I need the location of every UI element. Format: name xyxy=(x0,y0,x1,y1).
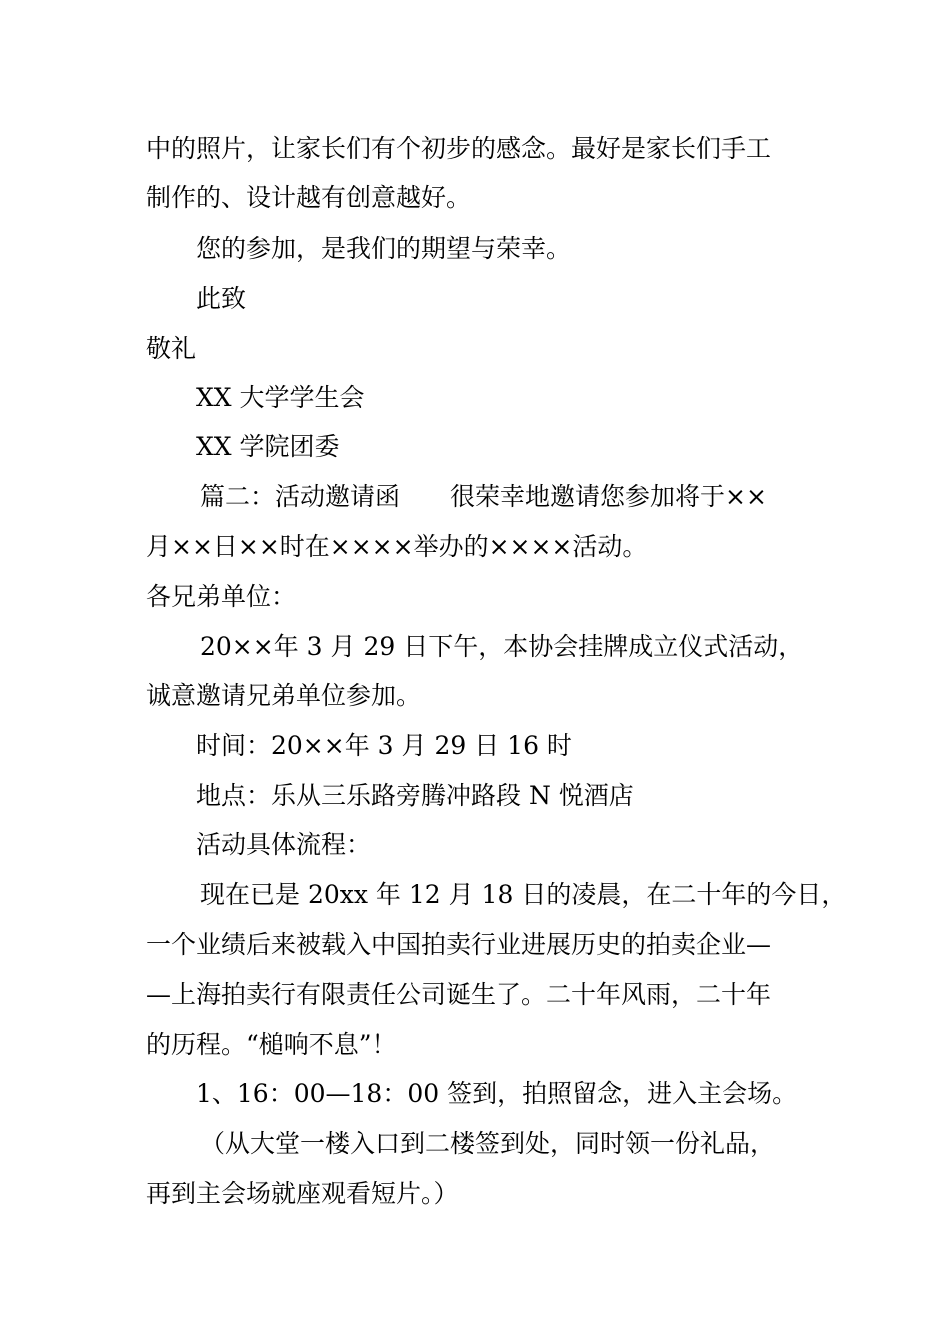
closing-line: 此致 xyxy=(196,284,247,313)
paragraph-line: 诚意邀请兄弟单位参加。 xyxy=(146,681,422,710)
section-heading: 篇二：活动邀请函 很荣幸地邀请您参加将于×× xyxy=(200,482,767,511)
paragraph-line: —上海拍卖行有限责任公司诞生了。二十年风雨，二十年 xyxy=(146,980,772,1009)
time-line: 时间：20××年 3 月 29 日 16 时 xyxy=(196,731,572,760)
paragraph-line: （从大堂一楼入口到二楼签到处，同时领一份礼品， xyxy=(200,1129,776,1158)
paragraph-line: 一个业绩后来被载入中国拍卖行业进展历史的拍卖企业— xyxy=(146,930,772,959)
paragraph-line: 20××年 3 月 29 日下午，本协会挂牌成立仪式活动， xyxy=(200,632,804,661)
closing-line: 敬礼 xyxy=(146,334,197,363)
paragraph-line: 月××日××时在××××举办的××××活动。 xyxy=(146,532,648,561)
salutation-line: 各兄弟单位： xyxy=(146,582,297,611)
paragraph-line: 活动具体流程： xyxy=(196,830,372,859)
signature-line: XX 学院团委 xyxy=(196,432,340,461)
paragraph-line: 您的参加，是我们的期望与荣幸。 xyxy=(196,234,572,263)
paragraph-line: 制作的、设计越有创意越好。 xyxy=(146,183,472,212)
location-line: 地点：乐从三乐路旁腾冲路段 N 悦酒店 xyxy=(196,781,634,810)
paragraph-line: 再到主会场就座观看短片。） xyxy=(146,1179,459,1208)
paragraph-line: 中的照片，让家长们有个初步的感念。最好是家长们手工 xyxy=(146,134,772,163)
paragraph-line: 的历程。“槌响不息”！ xyxy=(146,1030,397,1059)
schedule-item: 1、16：00—18：00 签到，拍照留念，进入主会场。 xyxy=(196,1079,798,1108)
signature-line: XX 大学学生会 xyxy=(196,383,365,412)
paragraph-line: 现在已是 20xx 年 12 月 18 日的凌晨，在二十年的今日， xyxy=(200,880,847,909)
